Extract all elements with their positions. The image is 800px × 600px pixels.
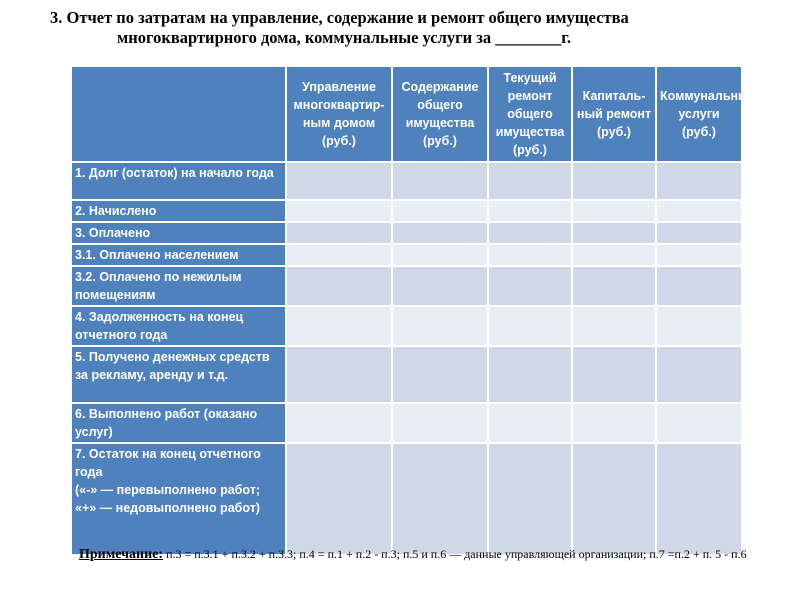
value-cell [489,267,571,305]
value-cell [287,347,391,402]
header-corner-cell [72,67,285,161]
value-cell [573,223,655,243]
table-row [72,267,741,305]
value-cell [489,444,571,554]
value-cell [489,223,571,243]
footnote-text: п.3 = п.3.1 + п.3.2 + п.3.3; п.4 = п.1 + п.2 - п.3; п.5 и п.6 — данные управляющей организации; п.7 =п.2 + п. 5 - п.6 [163,547,747,561]
value-cell [287,245,391,265]
column-header: Текущий ремонт общего имущества (руб.) [489,67,571,161]
row-label: 2. Начислено [72,201,285,221]
value-cell [657,223,741,243]
row-label: 7. Остаток на конец отчетного года («-» — перевыполнено работ; «+» — недовыполнено работ) [72,444,285,554]
value-cell [657,163,741,199]
value-cell [489,163,571,199]
row-label: 3.1. Оплачено населением [72,245,285,265]
row-label: 1. Долг (остаток) на начало года [72,163,285,199]
footnote-label: Примечание: [79,547,164,562]
value-cell [573,163,655,199]
row-label: 6. Выполнено работ (оказано услуг) [72,404,285,442]
value-cell [657,347,741,402]
value-cell [287,201,391,221]
value-cell [489,307,571,345]
value-cell [393,267,487,305]
row-label: 3. Оплачено [72,223,285,243]
title-line-2: многоквартирного дома, коммунальные услуги за ________г. [117,28,571,47]
value-cell [573,201,655,221]
table-row [72,404,741,442]
value-cell [657,404,741,442]
table-header-row [72,67,741,161]
row-label: 4. Задолженность на конец отчетного года [72,307,285,345]
table-row [72,307,741,345]
value-cell [657,245,741,265]
value-cell [573,245,655,265]
value-cell [573,267,655,305]
value-cell [489,245,571,265]
value-cell [489,404,571,442]
value-cell [657,307,741,345]
table-row [72,163,741,199]
value-cell [489,201,571,221]
table-row [72,201,741,221]
value-cell [657,444,741,554]
row-label: 5. Получено денежных средств за рекламу, аренду и т.д. [72,347,285,402]
value-cell [287,307,391,345]
value-cell [573,347,655,402]
row-label: 3.2. Оплачено по нежилым помещениям [72,267,285,305]
value-cell [287,444,391,554]
table-row [72,245,741,265]
column-header: Капиталь-ный ремонт (руб.) [573,67,655,161]
value-cell [287,267,391,305]
cost-report-table [70,65,756,556]
value-cell [393,307,487,345]
value-cell [287,404,391,442]
value-cell [657,201,741,221]
table-row [72,444,741,554]
value-cell [393,404,487,442]
value-cell [393,223,487,243]
value-cell [573,444,655,554]
value-cell [393,347,487,402]
value-cell [393,201,487,221]
value-cell [657,267,741,305]
column-header: Содержание общего имущества (руб.) [393,67,487,161]
title-line-1: 3. Отчет по затратам на управление, содержание и ремонт общего имущества [50,8,629,27]
value-cell [287,223,391,243]
value-cell [573,404,655,442]
table-row [72,347,741,402]
value-cell [573,307,655,345]
table-row [72,223,741,243]
footnote [79,546,769,563]
value-cell [287,163,391,199]
column-header: Управление многоквартир-ным домом (руб.) [287,67,391,161]
value-cell [489,347,571,402]
value-cell [393,163,487,199]
value-cell [393,444,487,554]
value-cell [393,245,487,265]
column-header: Коммунальные услуги (руб.) [657,67,741,161]
